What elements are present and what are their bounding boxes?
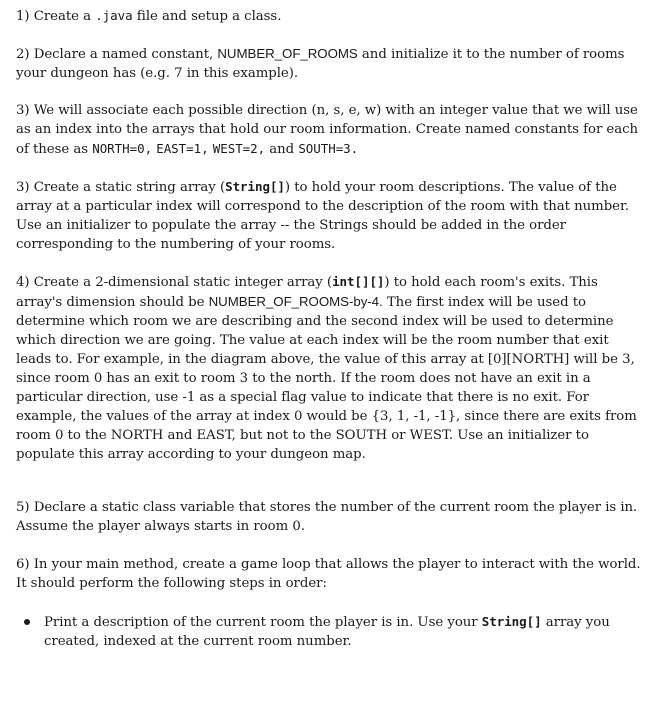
step-1-text-post: file and setup a class. [132,9,282,24]
step-5-paragraph: 5) Declare a static class variable that stores the number of the current room the player is in. Assume the player always starts in room 0. [16,500,638,534]
bullet-string-array-code: String[] [481,614,542,629]
step-1-paragraph [16,6,281,26]
step-6-paragraph: 6) In your main method, create a game loop that allows the player to interact with the world. It should perform the following steps in order: [16,557,641,591]
string-array-code: String[] [225,179,285,194]
step-3b-text-pre: 3) Create a static string array ( [16,180,226,195]
int-2d-array-code: int[][] [332,274,385,289]
step-1-text-pre: 1) Create a [16,9,96,24]
step-3a-paragraph [16,101,641,159]
step-4-paragraph [16,272,641,464]
east-constant: EAST=1, [156,141,209,156]
step-4-text-mid: ) to hold each room's exits. This array's dimension should be [16,275,598,310]
number-of-rooms-constant: NUMBER_OF_ROOMS [217,46,358,61]
step-3b-paragraph [16,177,641,254]
bullet-item [44,612,634,651]
step-3a-and: and [265,142,299,157]
step-3a-text-pre: 3) We will associate each possible direction (n, s, e, w) with an integer value that we will use as an index into the arrays that hold our room information. Create named constants for each of these as [16,103,639,157]
west-constant: WEST=2, [212,141,266,156]
bullet-text-post: array you created, indexed at the current room number. [44,615,610,649]
java-extension-code: .java [95,8,133,23]
step-3b-text-post: ) to hold your room descriptions. The value of the array at a particular index will correspond to the description of the room with that number. Use an initializer to populate the array -- the Strings should be added in the order corresponding to the numbering of your rooms. [16,180,630,252]
step-2-text-pre: 2) Declare a named constant, [16,47,218,62]
bullet-dot-icon [24,619,30,625]
step-2-text-post: and initialize it to the number of rooms your dungeon has (e.g. 7 in this example). [16,47,625,81]
dimension-constant: NUMBER_OF_ROOMS-by-4. [208,294,383,309]
step-4-text-post: The first index will be used to determine which room we are describing and the second index will be used to determine which direction we are going. The value at each index will be the room number that exit leads to. For example, in the diagram above, the value of this array at [0][NORTH] will be 3, since room 0 has an exit to room 3 to the north. If the room does not have an exit in a particular direction, use -1 as a special flag value to indicate that there is no exit. For example, the values of the array at index 0 would be {3, 1, -1, -1}, since there are exits from room 0 to the NORTH and EAST, but not to the SOUTH or WEST. Use an initializer to populate this array according to your dungeon map. [16,295,637,462]
south-constant: SOUTH=3. [298,141,359,156]
north-constant: NORTH=0, [92,141,153,156]
step-4-text-pre: 4) Create a 2-dimensional static integer array ( [16,275,333,290]
bullet-text-pre: Print a description of the current room the player is in. Use your [44,615,482,630]
step-2-paragraph [16,44,641,83]
